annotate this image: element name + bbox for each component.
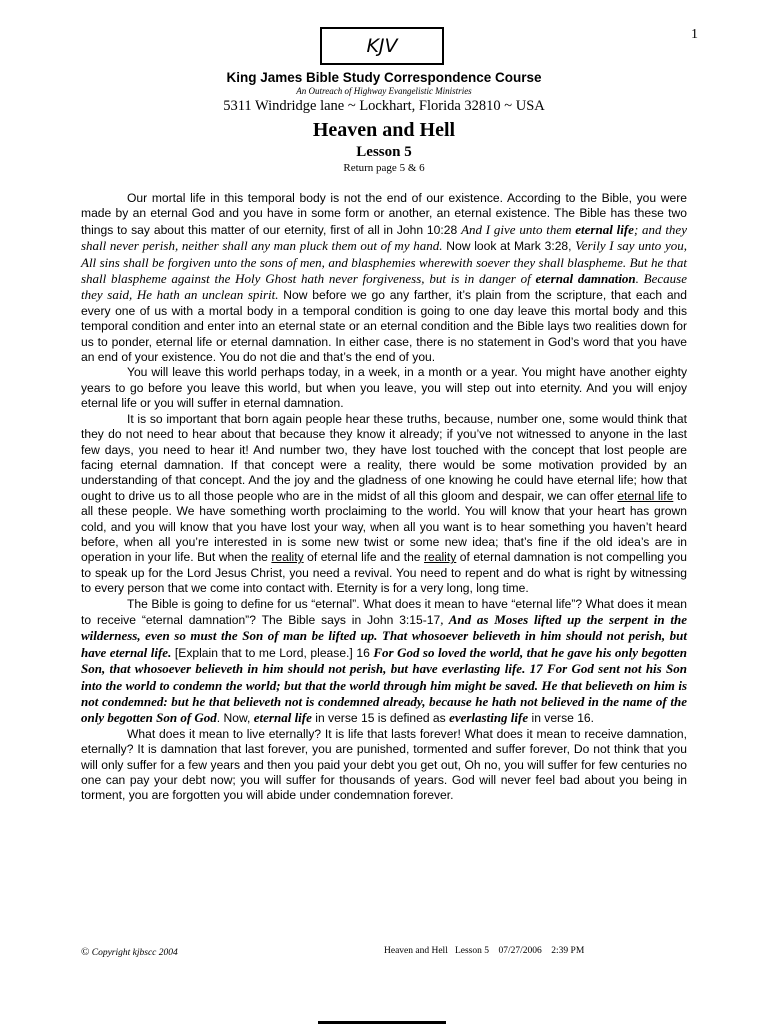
- return-note: Return page 5 & 6: [343, 162, 425, 174]
- p4-text-a: The Bible is going to define for us “eternal”. What does it mean to have “eternal life”? What does it mean to receive “eternal damnation”? The Bible says in John 3:15-17: [81, 596, 687, 627]
- verse-john-3-16-17: For God so loved the world, that he gave his only begotten Son, that whosoever believeth in him should not perish, but have everlasting life. 17 For God sent not his Son into the world to condemn the world; but that the world through him might be saved. He that believeth on him is not condemned: but he that believeth not is condemned already, because he hath not believed in the name of the only begotten Son of God: [81, 644, 687, 726]
- lesson-body: [81, 191, 687, 804]
- verse-text: And I give unto them: [461, 221, 576, 237]
- verse-emphasis: eternal damnation: [535, 271, 636, 287]
- kjv-logo-box: KJV: [320, 27, 444, 65]
- p3-text-c: of eternal life and the: [303, 550, 425, 565]
- verse-emphasis: everlasting life: [449, 710, 529, 726]
- underlined-term: eternal life: [617, 488, 674, 503]
- footer-info: Heaven and Hell Lesson 5 07/27/2006 2:39 PM: [384, 946, 585, 956]
- page-footer: [81, 946, 687, 960]
- course-title: King James Bible Study Correspondence Course: [226, 70, 542, 85]
- paragraph-1: [81, 191, 687, 365]
- underlined-term: reality: [424, 550, 457, 565]
- verse-text: ; and they shall never perish, neither shall any man pluck them out of my hand.: [81, 221, 687, 254]
- copyright-text: Copyright kjbscc 2004: [89, 948, 178, 958]
- p4-text-b: [Explain that to me Lord, please.] 16: [171, 645, 374, 660]
- outreach-line: An Outreach of Highway Evangelistic Ministries: [296, 86, 472, 96]
- verse-emphasis: eternal life: [575, 221, 634, 237]
- paragraph-2: You will leave this world perhaps today, in a week, in a month or a year. You might have another eighty years to go before you leave this world, but when you leave, you will step out into eternity. And you will enjoy eternal life or you will suffer in eternal damnation.: [81, 365, 687, 411]
- copyright-notice: [81, 946, 178, 958]
- document-header: [0, 70, 768, 175]
- verse-john-3-15: And as Moses lifted up the serpent in the wilderness, even so must the Son of man be lifted up. That whosoever believeth in him should not perish, but have eternal life.: [81, 611, 687, 660]
- p1-text-b: Now look at Mark 3:28,: [442, 239, 576, 254]
- underlined-term: reality: [271, 550, 304, 565]
- address-line: 5311 Windridge lane ~ Lockhart, Florida 32810 ~ USA: [223, 98, 545, 114]
- paragraph-3: [81, 412, 687, 597]
- verse-text: . Because they said, He hath an unclean spirit.: [81, 271, 687, 303]
- lesson-number: Lesson 5: [356, 144, 412, 160]
- p3-text-b: to all these people. We have something worth proclaiming to the world. You will know that your heart has grown cold, and you will know that you have lost your way, when all you want is to hear something you haven’t heard before, when all you’re interested in is some new twist or some new idea; that’s fine if the old idea’s are in operation in your life. But when the: [81, 488, 687, 565]
- document-title: Heaven and Hell: [312, 119, 456, 141]
- p1-text-c: Now before we go any farther, it’s plain from the scripture, that each and every one of us with a mortal body in a temporal condition is going to one day leave this mortal body and this temporal condition and enter into an eternal state or an eternal condition and the Bible lays two realities down for us to ponder, eternal life or eternal damnation. In either case, there is no statement in God’s word that you have an end of your existence. You do not die and that’s the end of you.: [81, 288, 687, 365]
- paragraph-4: [81, 597, 687, 727]
- p3-text-d: of eternal damnation is not compelling you to speak up for the Lord Jesus Christ, you need a revival. You need to repent and do what is right by witnessing to every person that we come into contact with. Eternity is for a very long, long time.: [81, 550, 687, 596]
- p4-text-e: in verse 16.: [528, 711, 595, 726]
- verse-text: Verily I say unto you, All sins shall be forgiven unto the sons of men, and blasphemies wherewith soever they shall blaspheme. But he that shall blaspheme against the Holy Ghost hath never forgiveness, but is in danger of: [81, 238, 687, 287]
- p4-comma: ,: [440, 611, 444, 627]
- p4-text-c: . Now,: [216, 711, 254, 726]
- p3-text-a: It is so important that born again people hear these truths, because, number one, some would think that they do not need to hear about that because they know it already; if you’ve not witnessed to anyone in the last few days, you need to hear it! And number two, they have lost touched with the concept that lost people are facing eternal damnation. If that concept were a reality, there would be some motivation provided by an understanding of that concept. And the joy and the gladness of one knowing he could have eternal life; how that ought to drive us to all those people who are in the midst of all this gloom and despair, we can offer: [81, 411, 687, 503]
- p4-text-d: in verse 15 is defined as: [311, 711, 450, 726]
- copyright-symbol: ©: [81, 946, 90, 958]
- page-number: 1: [691, 27, 698, 42]
- verse-emphasis: eternal life: [253, 710, 312, 726]
- p1-text-a: Our mortal life in this temporal body is not the end of our existence. According to the Bible, you were made by an eternal God and you have in some form or another, an eternal existence. The Bible has these two things to say about this matter of our eternity, first of all in John 10:28: [81, 191, 687, 237]
- paragraph-5: What does it mean to live eternally? It is life that lasts forever! What does it mean to receive damnation, eternally? It is damnation that last forever, you are punished, tormented and suffer forever, Do not think that you will only suffer for a few years and then you paid your debt you get out, Oh no, you will suffer for few centuries no one can pay your debt now; you will suffer for thousands of years. God will never feel bad about you being in torment, you are forgotten you will abide under condemnation forever.: [81, 726, 687, 803]
